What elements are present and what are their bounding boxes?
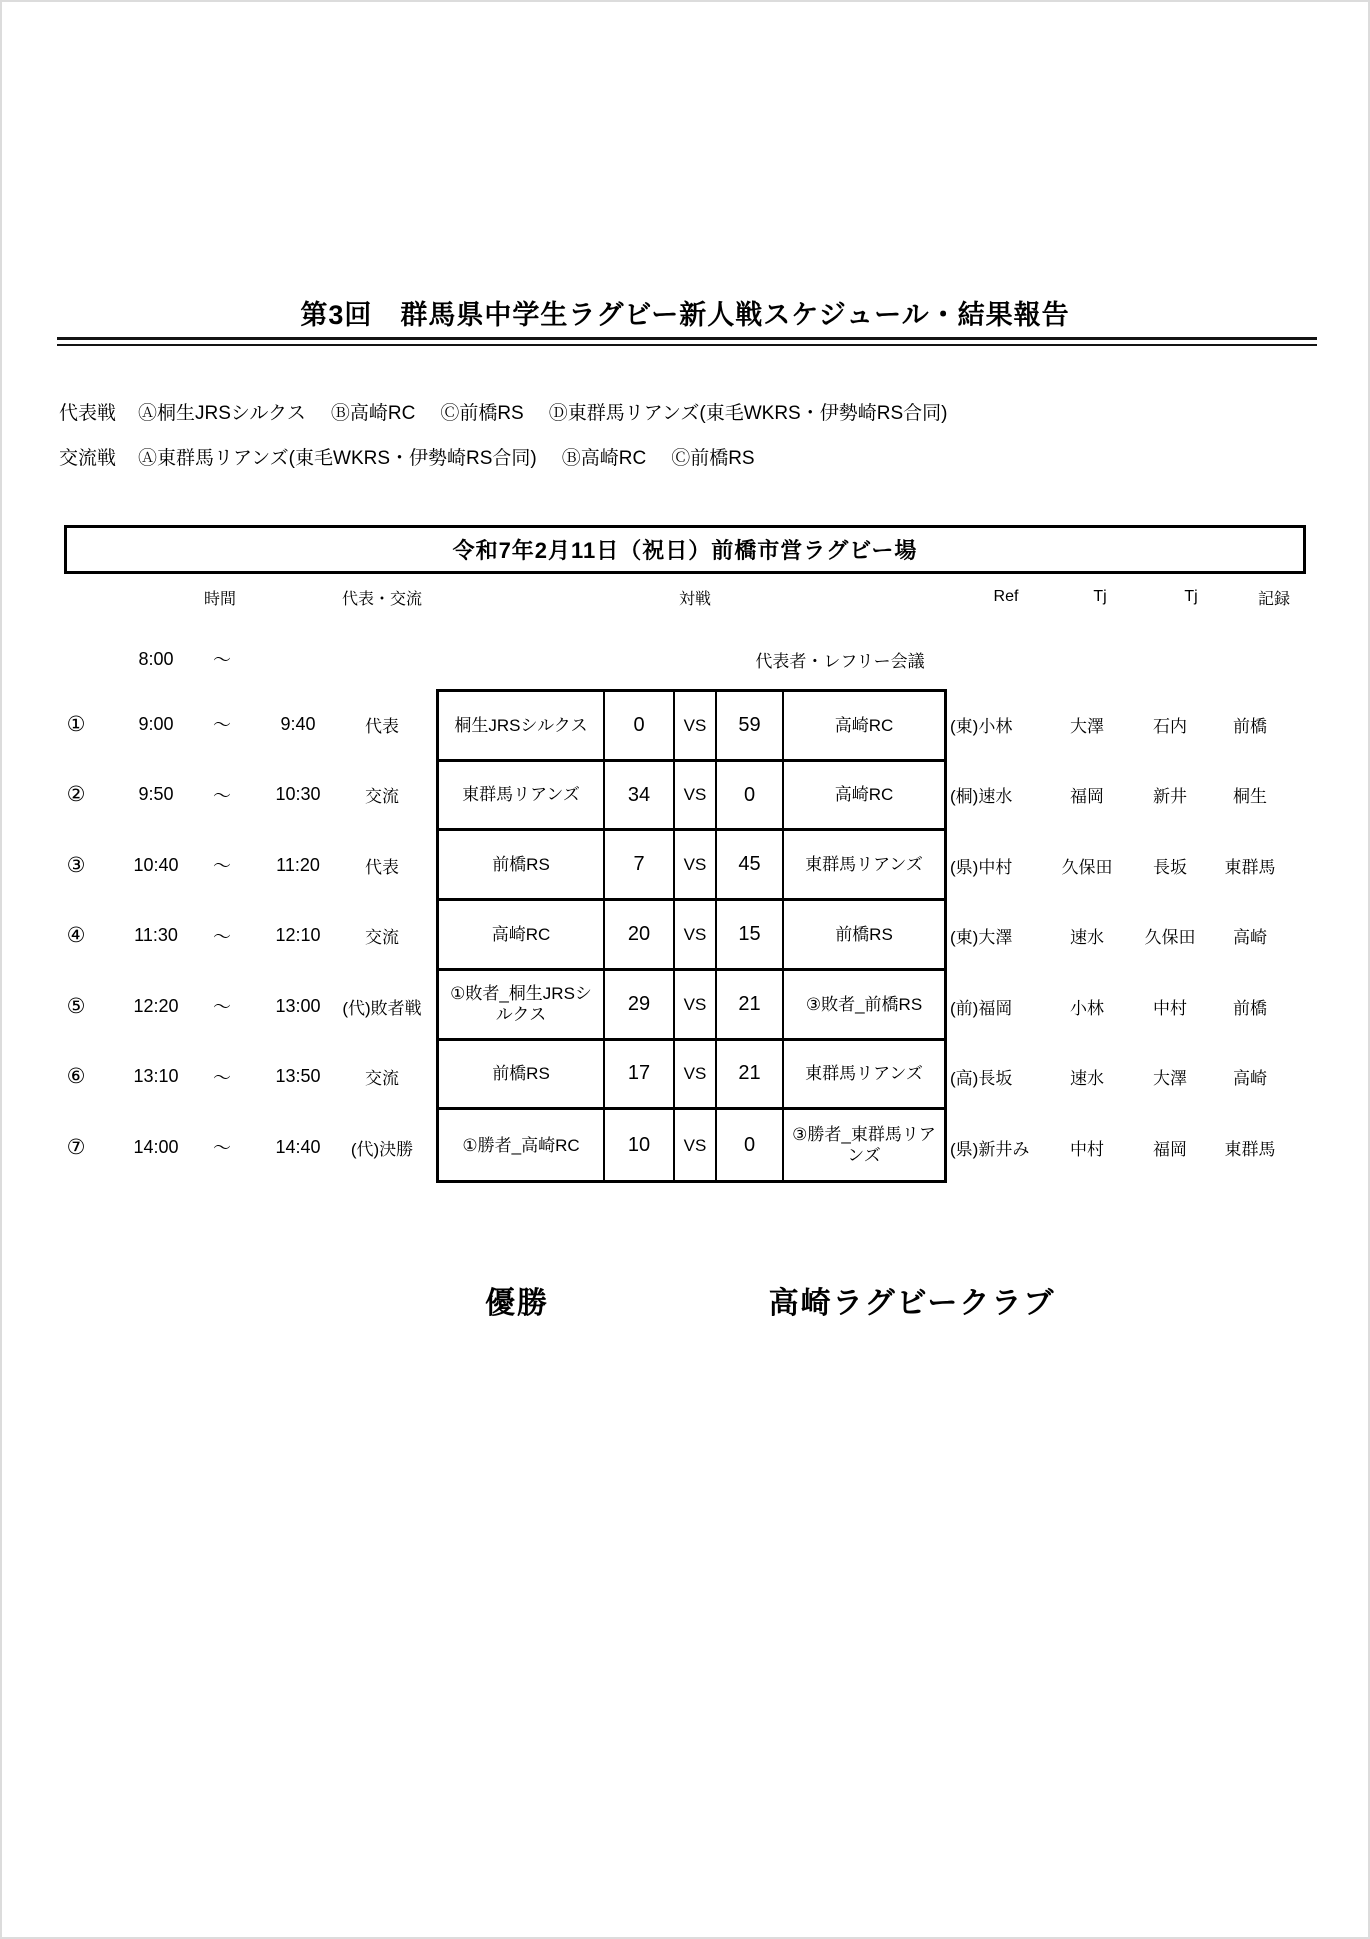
meeting-time-tilde: ～ (213, 650, 231, 670)
team2-name: ③勝者_東群馬リアンズ (792, 1124, 936, 1166)
time-tilde: ～ (213, 926, 231, 947)
team1-name: ①勝者_高崎RC (439, 1110, 605, 1180)
team2-name: ③敗者_前橋RS (784, 971, 944, 1041)
start-time: 12:20 (133, 995, 179, 1016)
time-tilde: ～ (213, 856, 231, 877)
end-time: 11:20 (276, 854, 320, 875)
start-time: 9:50 (138, 784, 174, 805)
column-header-time: 時間 (203, 590, 236, 608)
match-category: 代表 (365, 857, 399, 877)
recorder: 高崎 (1233, 928, 1267, 948)
team-entry: Ⓐ東群馬リアンズ(東毛WKRS・伊勢崎RS合同) (138, 448, 537, 469)
end-time: 12:10 (275, 925, 321, 946)
team1-name: 前橋RS (439, 831, 605, 901)
column-header-tj2: Tj (1184, 588, 1198, 605)
match-number: ④ (66, 924, 86, 948)
recorder: 高崎 (1233, 1069, 1267, 1089)
team1-score: 0 (605, 692, 675, 762)
vs-label: VS (675, 831, 717, 901)
column-header-match: 対戦 (678, 590, 711, 608)
team1-score: 7 (605, 831, 675, 901)
end-time: 14:40 (275, 1136, 321, 1157)
touch-judge-1: 久保田 (1061, 857, 1113, 877)
touch-judge-1: 福岡 (1070, 787, 1104, 807)
team2-name: 東群馬リアンズ (784, 1041, 944, 1111)
match-category: (代)決勝 (350, 1139, 414, 1159)
column-header-category: 代表・交流 (341, 590, 422, 608)
touch-judge-2: 福岡 (1153, 1139, 1187, 1159)
champion-label: 優勝 (485, 1287, 549, 1320)
team2-score: 45 (717, 831, 784, 901)
exchange-line-label: 交流戦 (59, 448, 117, 469)
team1-name: 東群馬リアンズ (439, 762, 605, 832)
team1-name: 前橋RS (439, 1041, 605, 1111)
touch-judge-2: 長坂 (1153, 857, 1187, 877)
vs-label: VS (675, 1110, 717, 1180)
team1-score: 29 (605, 971, 675, 1041)
time-tilde: ～ (213, 715, 231, 736)
representative-teams-line (59, 398, 947, 425)
exchange-teams-line (59, 443, 755, 470)
vs-label: VS (675, 901, 717, 971)
start-time: 10:40 (133, 854, 179, 875)
touch-judge-2: 新井 (1153, 787, 1187, 807)
touch-judge-1: 速水 (1070, 1069, 1104, 1089)
vs-label: VS (675, 692, 717, 762)
team2-score: 21 (717, 971, 784, 1041)
team1-score: 20 (605, 901, 675, 971)
match-category: (代)敗者戦 (342, 998, 422, 1018)
time-tilde: ～ (213, 997, 231, 1018)
match-number: ⑤ (66, 994, 86, 1018)
exchange-teams-list (138, 443, 755, 470)
referee: (東)大澤 (950, 928, 1013, 948)
start-time: 14:00 (133, 1136, 179, 1157)
match-results-grid (436, 689, 947, 1183)
time-tilde: ～ (213, 1067, 231, 1088)
column-header-record: 記録 (1257, 590, 1290, 608)
vs-label: VS (675, 1041, 717, 1111)
match-number: ③ (66, 853, 86, 877)
representative-teams-list (138, 398, 947, 425)
vs-label: VS (675, 971, 717, 1041)
touch-judge-1: 大澤 (1070, 716, 1104, 736)
champion-name: 高崎ラグビークラブ (768, 1287, 1056, 1320)
recorder: 東群馬 (1224, 1139, 1276, 1159)
title-divider-rule (57, 337, 1317, 346)
team2-name: 東群馬リアンズ (784, 831, 944, 901)
touch-judge-1: 小林 (1070, 998, 1104, 1018)
start-time: 13:10 (133, 1066, 179, 1087)
team2-score: 21 (717, 1041, 784, 1111)
meeting-time: 8:00 (138, 648, 174, 669)
team2-score: 0 (717, 762, 784, 832)
touch-judge-2: 久保田 (1144, 928, 1196, 948)
referee: (前)福岡 (950, 998, 1013, 1018)
team1-score: 17 (605, 1041, 675, 1111)
match-category: 交流 (365, 1069, 399, 1089)
touch-judge-2: 大澤 (1153, 1069, 1187, 1089)
team-entry: Ⓒ前橋RS (671, 448, 755, 469)
match-category: 交流 (365, 787, 399, 807)
column-header-tj1: Tj (1093, 588, 1107, 605)
team2-name: 前橋RS (784, 901, 944, 971)
end-time: 13:00 (275, 995, 321, 1016)
representative-line-label: 代表戦 (59, 403, 117, 424)
team1-name: 高崎RC (439, 901, 605, 971)
time-tilde: ～ (213, 1138, 231, 1159)
referee: (東)小林 (950, 716, 1013, 736)
team-entry: Ⓑ高崎RC (561, 448, 647, 469)
match-number: ① (66, 712, 86, 736)
start-time: 11:30 (134, 925, 178, 946)
column-header-ref: Ref (993, 588, 1019, 605)
team1-name: 桐生JRSシルクス (439, 692, 605, 762)
start-time: 9:00 (138, 713, 174, 734)
team1-score: 10 (605, 1110, 675, 1180)
match-category: 交流 (365, 928, 399, 948)
team2-score: 0 (717, 1110, 784, 1180)
end-time: 13:50 (275, 1066, 321, 1087)
referee: (県)中村 (950, 857, 1013, 877)
venue-header-box (64, 525, 1306, 574)
team1-score: 34 (605, 762, 675, 832)
team2-name: 高崎RC (784, 692, 944, 762)
touch-judge-2: 中村 (1153, 998, 1187, 1018)
touch-judge-1: 中村 (1070, 1139, 1104, 1159)
match-category: 代表 (365, 716, 399, 736)
meeting-label: 代表者・レフリー会議 (755, 651, 925, 671)
team-entry: Ⓐ桐生JRSシルクス (138, 403, 306, 424)
page-title: 第3回 群馬県中学生ラグビー新人戦スケジュール・結果報告 (300, 300, 1070, 330)
team2-score: 59 (717, 692, 784, 762)
team-entry: Ⓑ高崎RC (330, 403, 416, 424)
end-time: 9:40 (280, 713, 316, 734)
recorder: 前橋 (1233, 716, 1267, 736)
vs-label: VS (675, 762, 717, 832)
referee: (県)新井み (950, 1139, 1030, 1159)
venue-header-text: 令和7年2月11日（祝日）前橋市営ラグビー場 (452, 538, 918, 563)
match-number: ⑥ (66, 1065, 86, 1089)
time-tilde: ～ (213, 785, 231, 806)
match-number: ⑦ (66, 1135, 86, 1159)
team2-name: 高崎RC (784, 762, 944, 832)
team2-score: 15 (717, 901, 784, 971)
team-entry: Ⓓ東群馬リアンズ(東毛WKRS・伊勢崎RS合同) (548, 403, 948, 424)
team1-name: ①敗者_桐生JRSシルクス (439, 971, 605, 1041)
recorder: 桐生 (1233, 787, 1267, 807)
end-time: 10:30 (275, 784, 321, 805)
touch-judge-2: 石内 (1153, 716, 1187, 736)
recorder: 東群馬 (1224, 857, 1276, 877)
match-number: ② (66, 783, 86, 807)
referee: (桐)速水 (950, 787, 1013, 807)
recorder: 前橋 (1233, 998, 1267, 1018)
team-entry: Ⓒ前橋RS (440, 403, 524, 424)
touch-judge-1: 速水 (1070, 928, 1104, 948)
referee: (高)長坂 (950, 1069, 1013, 1089)
